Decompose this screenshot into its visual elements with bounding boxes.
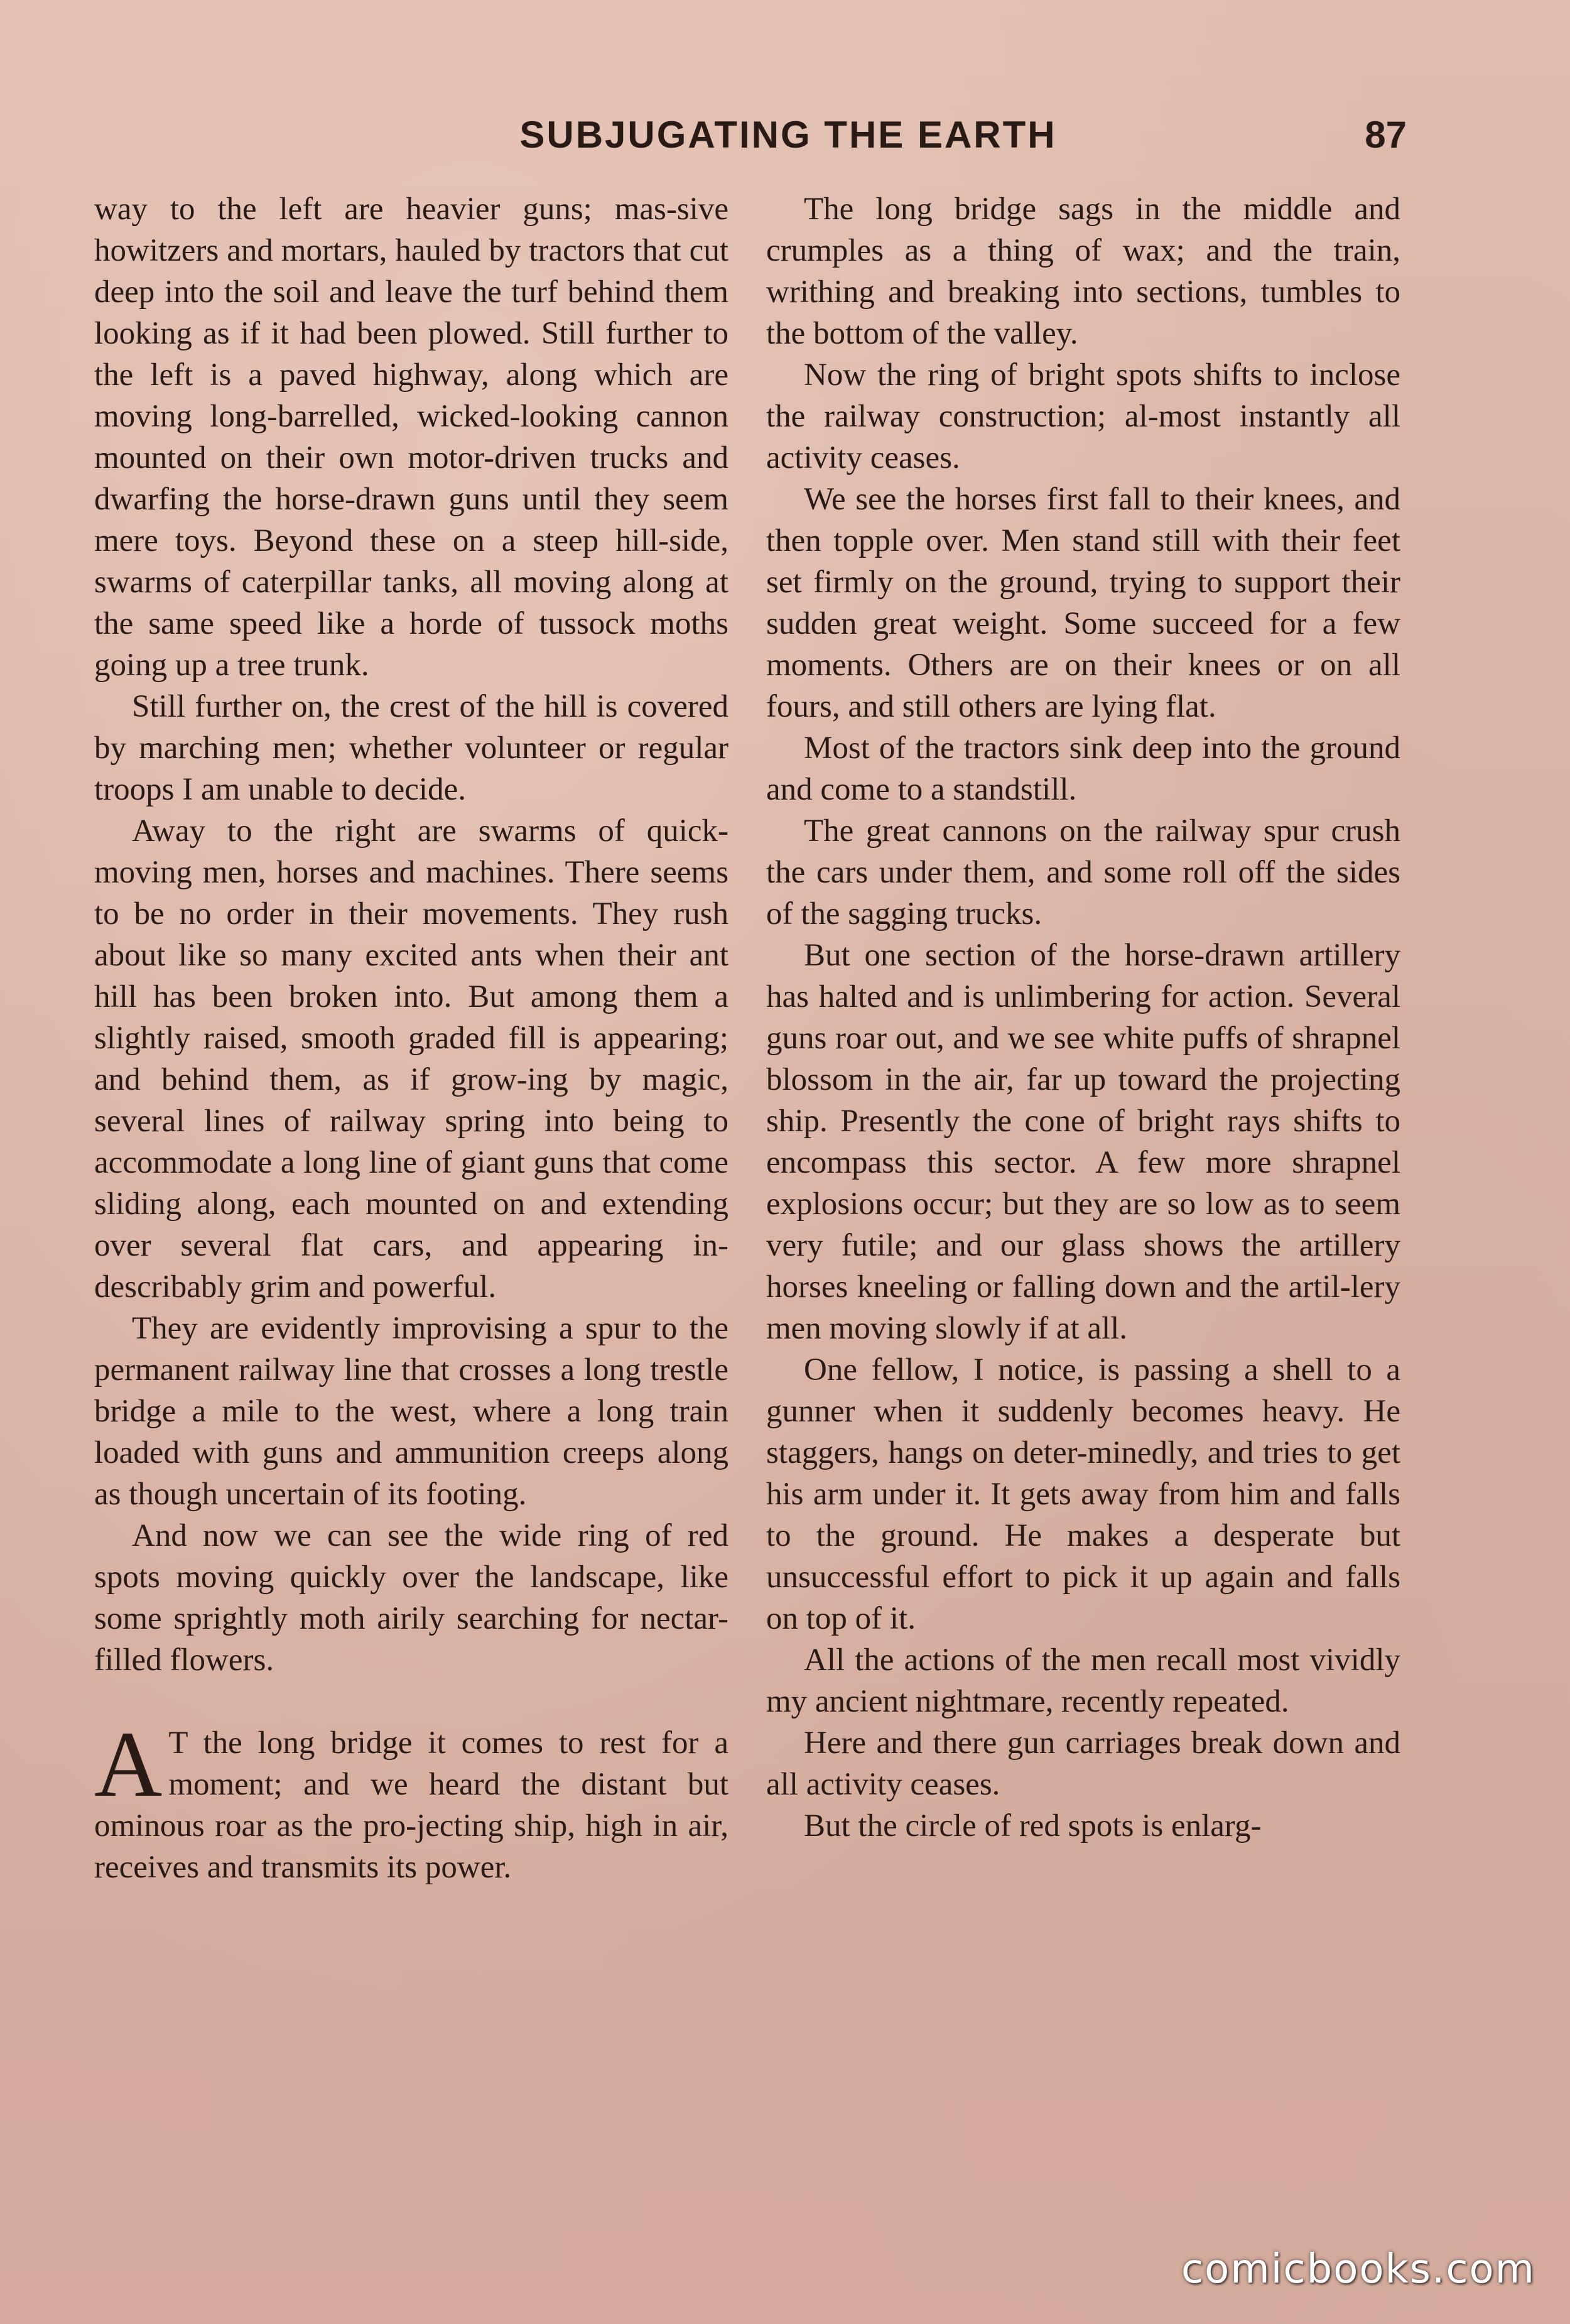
paragraph: Most of the tractors sink deep into the ground and come to a standstill. — [766, 730, 1400, 807]
section-text: T the long bridge it comes to rest for a moment; and we heard the distant but ominous roar as the pro-jecting ship, high in air, receives and transmits its power. — [94, 1725, 728, 1885]
page-number: 87 — [1365, 114, 1407, 156]
section-paragraph — [94, 1712, 728, 1888]
paragraph: They are evidently improvising a spur to the permanent railway line that crosses a long trestle bridge a mile to the west, where a long train loaded with guns and ammunition creeps along as though uncertain of its footing. — [94, 1311, 728, 1512]
paragraph: One fellow, I notice, is passing a shell to a gunner when it suddenly becomes heavy. He staggers, hangs on deter-minedly, and tries to get his arm under it. It gets away from him and falls to the ground. He makes a desperate but unsuccessful effort to pick it up again and falls on top of it. — [766, 1352, 1400, 1636]
page-header — [94, 113, 1407, 163]
paragraph: All the actions of the men recall most vividly my ancient nightmare, recently repeated. — [766, 1643, 1400, 1719]
paragraph: We see the horses first fall to their knees, and then topple over. Men stand still with their feet set firmly on the ground, trying to support their sudden great weight. Some succeed for a few moments. Others are on their knees or on all fours, and still others are lying flat. — [766, 482, 1400, 724]
paragraph: Now the ring of bright spots shifts to inclose the railway construction; al-most instantly all activity ceases. — [766, 357, 1400, 475]
paragraph: way to the left are heavier guns; mas-sive howitzers and mortars, hauled by tractors that cut deep into the soil and leave the turf behind them looking as if it had been plowed. Still further to the left is a paved highway, along which are moving long-barrelled, wicked-looking cannon mounted on their own motor-driven trucks and dwarfing the horse-drawn guns until they seem mere toys. Beyond these on a steep hill-side, swarms of caterpillar tanks, all moving along at the same speed like a horde of tussock moths going up a tree trunk. — [94, 192, 728, 683]
right-column — [766, 188, 1400, 1847]
paragraph: Still further on, the crest of the hill is covered by marching men; whether volunteer or regular troops I am unable to decide. — [94, 689, 728, 807]
paragraph: Away to the right are swarms of quick-moving men, horses and machines. There seems to be no order in their movements. They rush about like so many excited ants when their ant hill has been broken into. But among them a slightly raised, smooth graded fill is appearing; and behind them, as if grow-ing by magic, several lines of railway spring into being to accommodate a long line of giant guns that come sliding along, each mounted on and extending over several flat cars, and appearing in-describably grim and powerful. — [94, 813, 728, 1305]
paragraph: The great cannons on the railway spur crush the cars under them, and some roll off the sides of the sagging trucks. — [766, 813, 1400, 931]
site-watermark: comicbooks.com — [1181, 2246, 1535, 2293]
paragraph: But the circle of red spots is enlarg- — [804, 1808, 1262, 1843]
left-column — [94, 188, 728, 1888]
paragraph: But one section of the horse-drawn artillery has halted and is unlimbering for action. Several guns roar out, and we see white puffs of shrapnel blossom in the air, far up toward the projecting ship. Presently the cone of bright rays shifts to encompass this sector. A few more shrapnel explosions occur; but they are so low as to seem very futile; and our glass shows the artillery horses kneeling or falling down and the artil-lery men moving slowly if at all. — [766, 938, 1400, 1346]
paragraph: And now we can see the wide ring of red spots moving quickly over the landscape, like some sprightly moth airily searching for nectar-filled flowers. — [94, 1518, 728, 1678]
paragraph: Here and there gun carriages break down and all activity ceases. — [766, 1725, 1400, 1802]
running-head: SUBJUGATING THE EARTH — [519, 114, 1057, 156]
drop-cap: A — [94, 1712, 163, 1816]
paragraph: The long bridge sags in the middle and crumples as a thing of wax; and the train, writhing and breaking into sections, tumbles to the bottom of the valley. — [766, 192, 1400, 351]
